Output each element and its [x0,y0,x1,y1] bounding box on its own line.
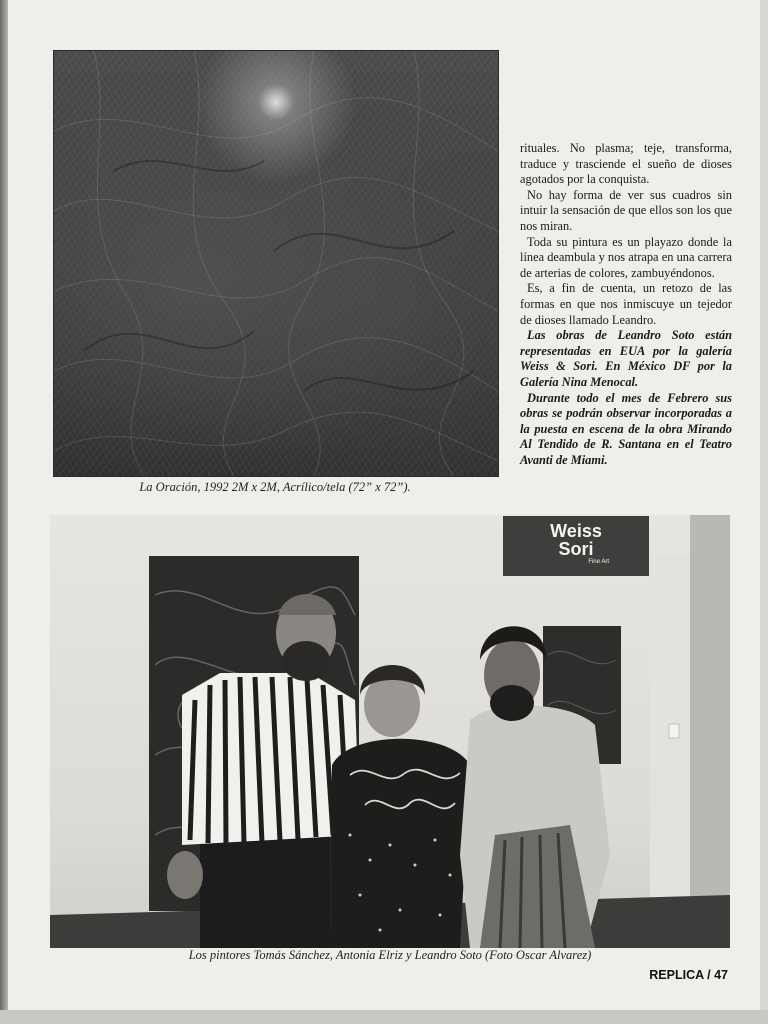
painting-caption: La Oración, 1992 2M x 2M, Acrílico/tela (72” x 72”). [139,480,411,494]
photo-caption: Los pintores Tomás Sánchez, Antonia Elriz y Leandro Soto (Foto Oscar Alvarez) [188,948,592,962]
painting-la-oracion [53,50,499,477]
painting-texture [54,51,498,476]
article-paragraph: Toda su pintura es un playazo donde la línea deambula y nos atrapa en una carrera de arterias de colores, zambuyéndonos. [520,234,732,280]
page-folio: REPLICA / 47 [649,968,728,982]
gallery-sign [503,516,649,576]
photo-scene [50,515,730,948]
gallery-representation-note: Las obras de Leandro Soto están representadas en EUA por la galería Weiss & Sori. En México DF por la Galería Nina Menocal. [520,328,732,389]
article-paragraph: rituales. No plasma; teje, transforma, traduce y trasciende el sueño de dioses agotados por la conquista. [520,141,732,187]
gallery-sign-line1: Weiss [550,521,602,541]
gallery-sign-line2: Sori [558,539,594,559]
article-text-column [520,141,732,468]
page-binding-shadow [0,0,8,1024]
article-paragraph: Es, a fin de cuenta, un retozo de las formas en que nos inmiscuye un tejedor de dioses llamado Leandro. [520,281,732,327]
next-page-edge [0,1010,768,1024]
article-paragraph: No hay forma de ver sus cuadros sin intuir la sensación de que ellos son los que nos miran. [520,187,732,233]
gallery-photograph [50,515,730,948]
exhibition-note: Durante todo el mes de Febrero sus obras se podrán observar incorporadas a la puesta en escena de la obra Mirando Al Tendido de R. Santana en el Teatro Avanti de Miami. [520,390,732,467]
gallery-sign-line3: Fine Art [588,559,609,565]
